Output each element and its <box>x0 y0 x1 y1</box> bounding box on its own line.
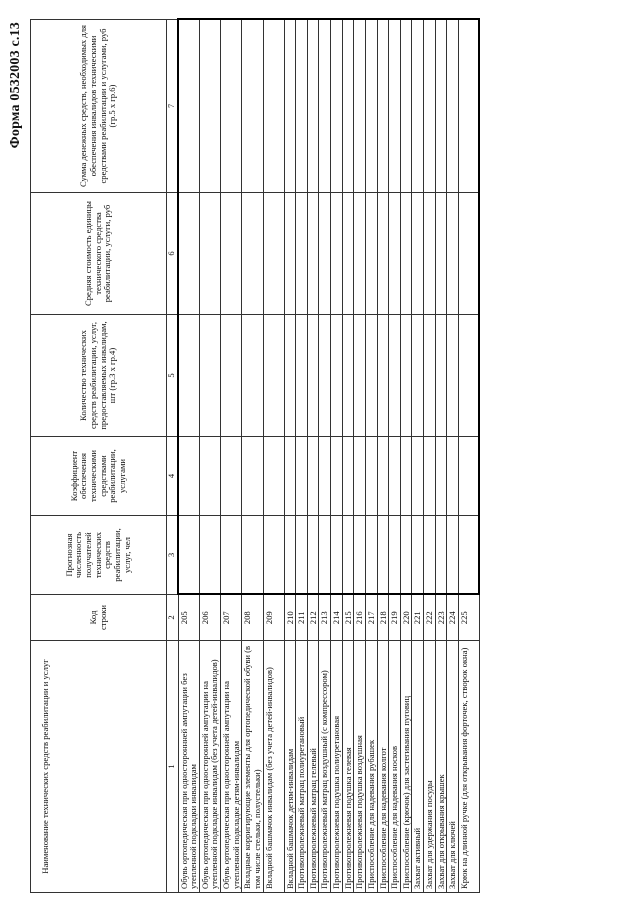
table-row <box>331 20 343 893</box>
input-cell[interactable] <box>331 315 343 437</box>
row-name: Захват для открывания крышек <box>435 641 447 893</box>
input-cell[interactable] <box>400 193 412 315</box>
input-cell[interactable] <box>354 20 366 193</box>
input-cell[interactable] <box>307 437 319 516</box>
input-cell[interactable] <box>178 437 199 516</box>
column-number: 2 <box>167 595 179 641</box>
input-cell[interactable] <box>221 315 242 437</box>
input-cell[interactable] <box>221 437 242 516</box>
row-name: Захват для ключей <box>447 641 459 893</box>
data-table <box>30 19 480 894</box>
row-name: Захват для удержания посуды <box>424 641 436 893</box>
input-cell[interactable] <box>307 315 319 437</box>
input-cell[interactable] <box>400 437 412 516</box>
table-row <box>242 20 263 893</box>
table-row <box>263 20 284 893</box>
input-cell[interactable] <box>412 193 424 315</box>
input-cell[interactable] <box>284 437 296 516</box>
row-name: Обувь ортопедическая при односторонней ампутации на утепленной подкладке инвалидам (без учета детей-инвалидов) <box>199 641 220 893</box>
input-cell[interactable] <box>389 193 401 315</box>
header-row <box>31 20 167 893</box>
input-cell[interactable] <box>389 437 401 516</box>
input-cell[interactable] <box>400 315 412 437</box>
input-cell[interactable] <box>389 315 401 437</box>
column-number: 6 <box>167 193 179 315</box>
header-average-cost: Средняя стоимость единицы технического средства реабилитации, услуги, руб <box>31 193 167 315</box>
input-cell[interactable] <box>263 516 284 595</box>
table-body <box>178 20 479 893</box>
input-cell[interactable] <box>435 516 447 595</box>
table-row <box>354 20 366 893</box>
row-code: 214 <box>331 595 343 641</box>
input-cell[interactable] <box>242 193 263 315</box>
row-name: Вкладной башмачок инвалидам (без учета детей-инвалидов) <box>263 641 284 893</box>
row-name: Противопролежневая подушка воздушная <box>354 641 366 893</box>
input-cell[interactable] <box>331 437 343 516</box>
column-number-row <box>167 20 179 893</box>
input-cell[interactable] <box>199 516 220 595</box>
table-row <box>389 20 401 893</box>
column-number: 4 <box>167 437 179 516</box>
input-cell[interactable] <box>178 193 199 315</box>
input-cell[interactable] <box>458 315 479 437</box>
input-cell[interactable] <box>319 20 331 193</box>
input-cell[interactable] <box>284 193 296 315</box>
input-cell[interactable] <box>365 20 377 193</box>
row-code: 206 <box>199 595 220 641</box>
row-name: Обувь ортопедическая при одностороннней ампутации без утепленной подкладки инвалидам <box>178 641 199 893</box>
row-name: Противопролежневый матрац воздушный (с компрессором) <box>319 641 331 893</box>
table-row <box>377 20 389 893</box>
row-code: 207 <box>221 595 242 641</box>
input-cell[interactable] <box>342 193 354 315</box>
input-cell[interactable] <box>296 20 308 193</box>
input-cell[interactable] <box>412 20 424 193</box>
input-cell[interactable] <box>458 437 479 516</box>
table-row <box>365 20 377 893</box>
row-name: Противопролежневый матрац гелевый <box>307 641 319 893</box>
input-cell[interactable] <box>342 516 354 595</box>
input-cell[interactable] <box>400 516 412 595</box>
input-cell[interactable] <box>242 20 263 193</box>
row-name: Приспособление для надевания носков <box>389 641 401 893</box>
input-cell[interactable] <box>284 20 296 193</box>
input-cell[interactable] <box>424 437 436 516</box>
input-cell[interactable] <box>331 193 343 315</box>
table-row <box>412 20 424 893</box>
form-code: Форма 0532003 с.13 <box>8 22 23 149</box>
input-cell[interactable] <box>263 315 284 437</box>
input-cell[interactable] <box>319 315 331 437</box>
column-number: 5 <box>167 315 179 437</box>
input-cell[interactable] <box>435 20 447 193</box>
input-cell[interactable] <box>178 315 199 437</box>
column-number: 3 <box>167 516 179 595</box>
input-cell[interactable] <box>365 516 377 595</box>
input-cell[interactable] <box>389 516 401 595</box>
table-row <box>221 20 242 893</box>
row-code: 222 <box>424 595 436 641</box>
header-name: Наименование технических средств реабилитации и услуг <box>31 641 167 893</box>
input-cell[interactable] <box>365 193 377 315</box>
row-name: Противопролежневая подушка полиуретановая <box>331 641 343 893</box>
input-cell[interactable] <box>342 437 354 516</box>
table-row <box>296 20 308 893</box>
row-code: 220 <box>400 595 412 641</box>
input-cell[interactable] <box>296 437 308 516</box>
input-cell[interactable] <box>242 516 263 595</box>
input-cell[interactable] <box>354 193 366 315</box>
input-cell[interactable] <box>199 193 220 315</box>
input-cell[interactable] <box>242 437 263 516</box>
row-code: 223 <box>435 595 447 641</box>
row-code: 212 <box>307 595 319 641</box>
row-code: 209 <box>263 595 284 641</box>
row-code: 208 <box>242 595 263 641</box>
row-code: 218 <box>377 595 389 641</box>
input-cell[interactable] <box>296 193 308 315</box>
row-code: 217 <box>365 595 377 641</box>
input-cell[interactable] <box>221 516 242 595</box>
row-code: 224 <box>447 595 459 641</box>
input-cell[interactable] <box>458 20 479 193</box>
row-code: 205 <box>178 595 199 641</box>
header-code: Код строки <box>31 595 167 641</box>
input-cell[interactable] <box>199 315 220 437</box>
input-cell[interactable] <box>412 437 424 516</box>
input-cell[interactable] <box>263 193 284 315</box>
row-code: 219 <box>389 595 401 641</box>
row-name: Крюк на длинной ручке (для открывания форточек, створок окна) <box>458 641 479 893</box>
input-cell[interactable] <box>447 193 459 315</box>
input-cell[interactable] <box>331 20 343 193</box>
header-forecast-count: Прогнозная численность получателей технических средств реабилитации, услуг, чел <box>31 516 167 595</box>
header-total-sum: Сумма денежных средств, необходимых для обеспечения инвалидов техническими средствами реабилитации и услугами, руб (гр.5 х гр.6) <box>31 20 167 193</box>
input-cell[interactable] <box>458 193 479 315</box>
input-cell[interactable] <box>263 437 284 516</box>
input-cell[interactable] <box>199 437 220 516</box>
input-cell[interactable] <box>319 437 331 516</box>
table-row <box>400 20 412 893</box>
input-cell[interactable] <box>447 437 459 516</box>
input-cell[interactable] <box>221 193 242 315</box>
input-cell[interactable] <box>447 315 459 437</box>
input-cell[interactable] <box>199 20 220 193</box>
row-name: Противопролежневый матрац полиуретановый <box>296 641 308 893</box>
input-cell[interactable] <box>365 315 377 437</box>
input-cell[interactable] <box>435 437 447 516</box>
input-cell[interactable] <box>377 315 389 437</box>
table-row <box>307 20 319 893</box>
table-row <box>424 20 436 893</box>
table-row <box>178 20 199 893</box>
input-cell[interactable] <box>178 20 199 193</box>
input-cell[interactable] <box>377 516 389 595</box>
table-row <box>342 20 354 893</box>
input-cell[interactable] <box>242 315 263 437</box>
row-name: Захват активный <box>412 641 424 893</box>
input-cell[interactable] <box>319 516 331 595</box>
row-code: 210 <box>284 595 296 641</box>
row-name: Обувь ортопедическая при односторонней ампутации на утепленной подкладке детям-инвалидам <box>221 641 242 893</box>
row-name: Приспособление для надевания рубашек <box>365 641 377 893</box>
input-cell[interactable] <box>458 516 479 595</box>
header-coefficient: Коэффициент обеспечения техническими средствами реабилитации, услугами <box>31 437 167 516</box>
input-cell[interactable] <box>342 315 354 437</box>
input-cell[interactable] <box>354 437 366 516</box>
input-cell[interactable] <box>377 437 389 516</box>
input-cell[interactable] <box>263 20 284 193</box>
row-code: 225 <box>458 595 479 641</box>
input-cell[interactable] <box>447 20 459 193</box>
table-row <box>199 20 220 893</box>
row-name: Приспособление для надевания колгот <box>377 641 389 893</box>
input-cell[interactable] <box>435 193 447 315</box>
table-row <box>319 20 331 893</box>
row-code: 221 <box>412 595 424 641</box>
input-cell[interactable] <box>365 437 377 516</box>
input-cell[interactable] <box>424 516 436 595</box>
input-cell[interactable] <box>296 516 308 595</box>
row-name: Вкладной башмачок детям-инвалидам <box>284 641 296 893</box>
row-code: 215 <box>342 595 354 641</box>
input-cell[interactable] <box>377 20 389 193</box>
input-cell[interactable] <box>284 315 296 437</box>
table-row <box>284 20 296 893</box>
table-row <box>447 20 459 893</box>
input-cell[interactable] <box>221 20 242 193</box>
row-name: Вкладные корригирующие элементы для ортопедической обуви (в том числе стельки, полустельки) <box>242 641 263 893</box>
input-cell[interactable] <box>412 516 424 595</box>
input-cell[interactable] <box>354 516 366 595</box>
input-cell[interactable] <box>307 516 319 595</box>
table-row <box>435 20 447 893</box>
input-cell[interactable] <box>424 193 436 315</box>
row-name: Приспособление (крючок) для застегивания пуговиц <box>400 641 412 893</box>
row-name: Противопролежневая подушка гелевая <box>342 641 354 893</box>
input-cell[interactable] <box>354 315 366 437</box>
column-number: 7 <box>167 20 179 193</box>
input-cell[interactable] <box>307 20 319 193</box>
input-cell[interactable] <box>412 315 424 437</box>
row-code: 216 <box>354 595 366 641</box>
input-cell[interactable] <box>435 315 447 437</box>
input-cell[interactable] <box>178 516 199 595</box>
input-cell[interactable] <box>284 516 296 595</box>
input-cell[interactable] <box>424 315 436 437</box>
row-code: 211 <box>296 595 308 641</box>
row-code: 213 <box>319 595 331 641</box>
input-cell[interactable] <box>331 516 343 595</box>
column-number: 1 <box>167 641 179 893</box>
input-cell[interactable] <box>342 20 354 193</box>
table-row <box>458 20 479 893</box>
input-cell[interactable] <box>424 20 436 193</box>
input-cell[interactable] <box>296 315 308 437</box>
input-cell[interactable] <box>307 193 319 315</box>
input-cell[interactable] <box>447 516 459 595</box>
input-cell[interactable] <box>389 20 401 193</box>
header-quantity: Количество технических средств реабилитации, услуг, предоставляемых инвалидам, шт (гр.3 х гр.4) <box>31 315 167 437</box>
input-cell[interactable] <box>400 20 412 193</box>
input-cell[interactable] <box>319 193 331 315</box>
input-cell[interactable] <box>377 193 389 315</box>
